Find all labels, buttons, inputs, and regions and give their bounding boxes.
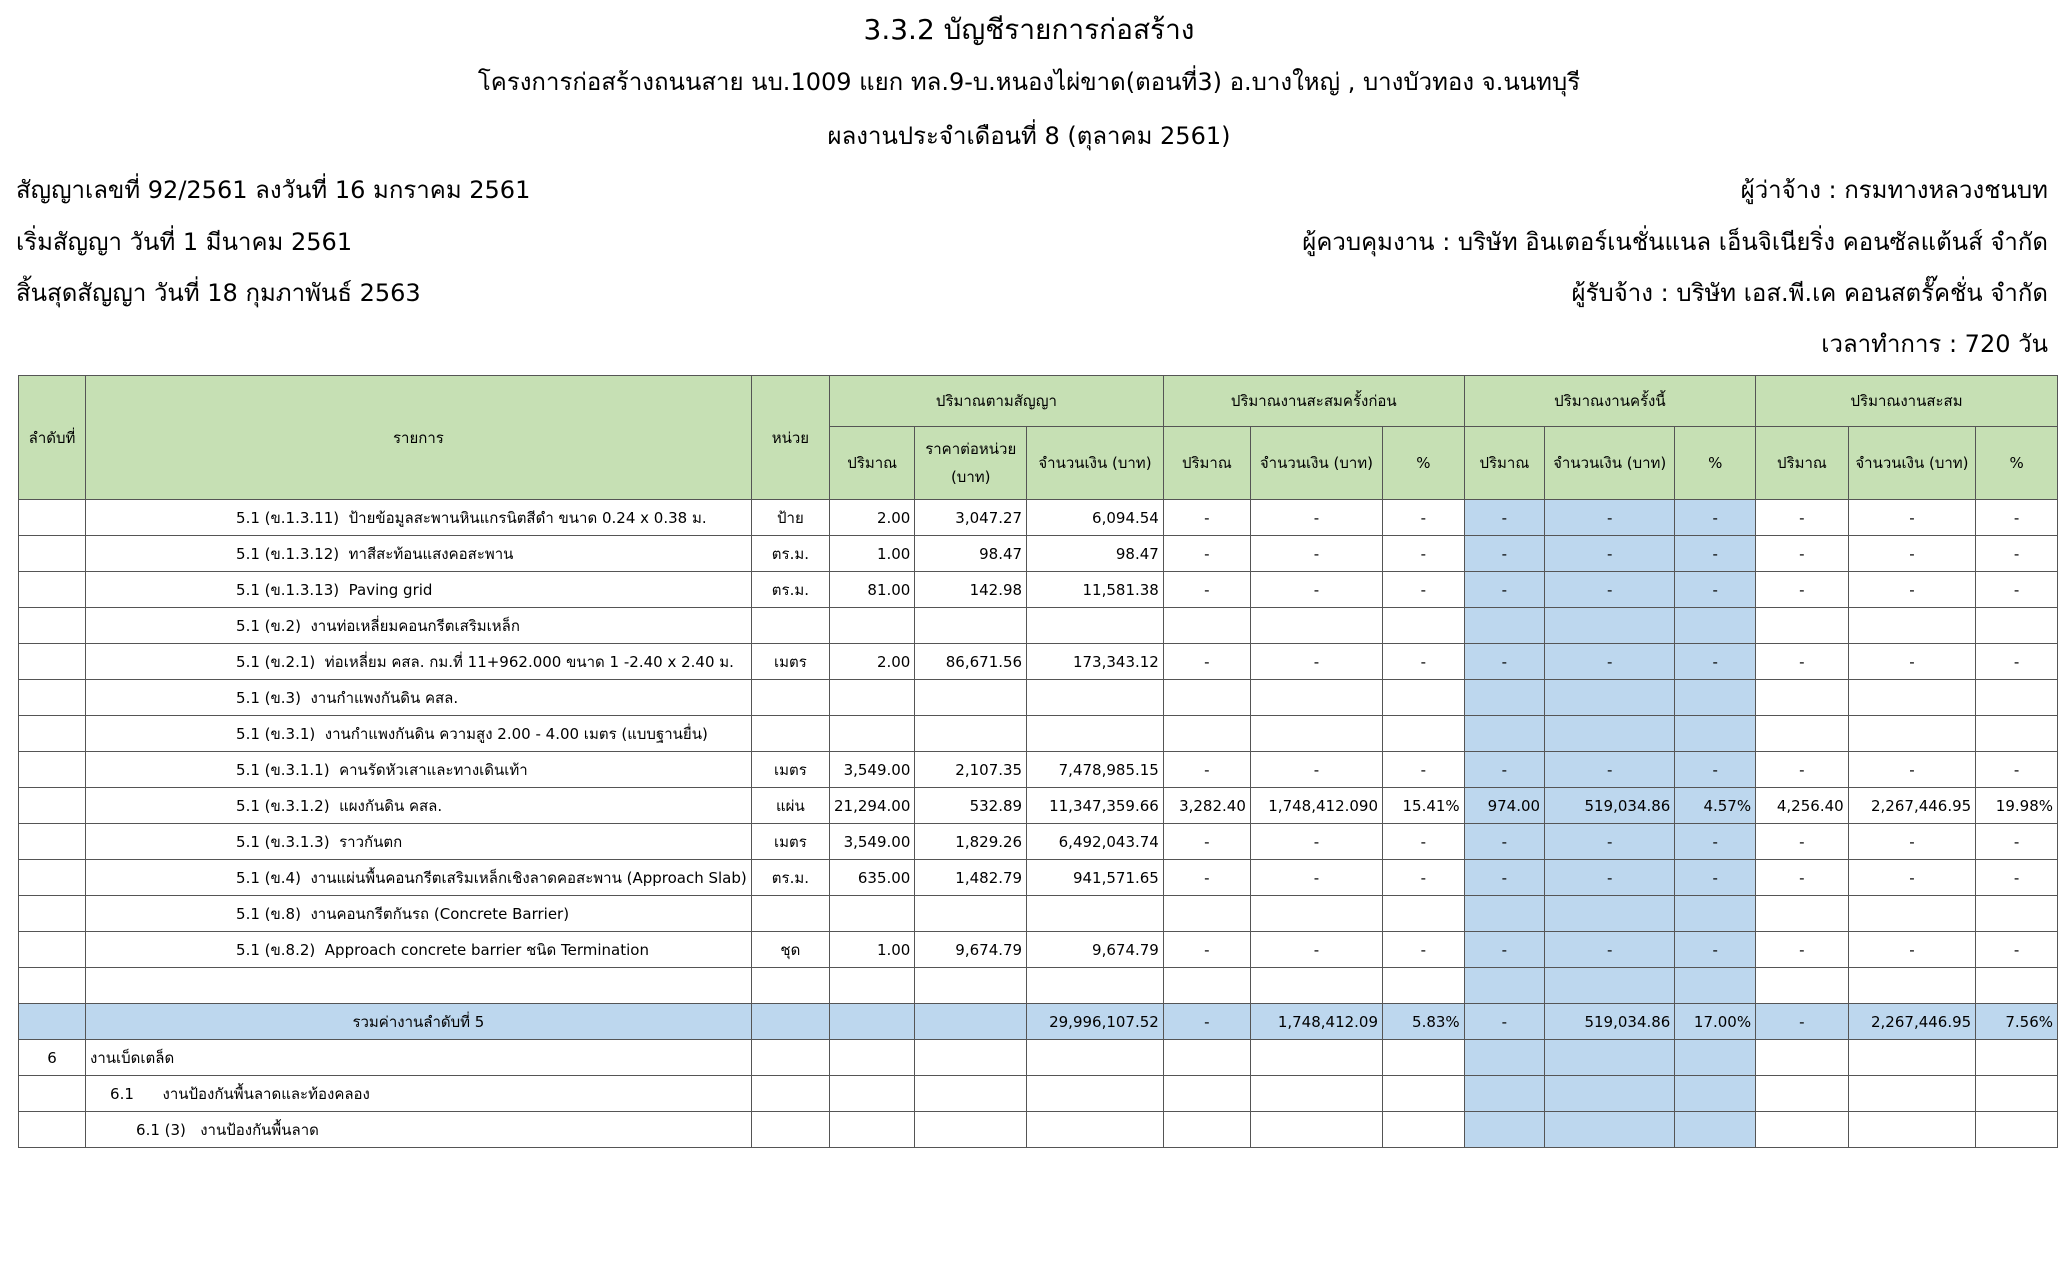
header-this-period-group: ปริมาณงานครั้งนี้	[1464, 376, 1755, 427]
cell-price: 142.98	[915, 572, 1027, 608]
cell-p-amt	[1250, 716, 1382, 752]
cell-amount: 98.47	[1027, 536, 1164, 572]
cell-amount	[1027, 608, 1164, 644]
table-row	[19, 752, 2058, 788]
cell-unit: เมตร	[751, 824, 829, 860]
header-pct: %	[1383, 427, 1465, 500]
section-6-1-row	[19, 1076, 2058, 1112]
header-amount: จำนวนเงิน (บาท)	[1545, 427, 1675, 500]
sub-code: 6.1	[110, 1084, 134, 1103]
header-unit: หน่วย	[751, 376, 829, 500]
total-this-pct: 17.00%	[1675, 1004, 1756, 1040]
cell-t-pct: -	[1675, 536, 1756, 572]
cell-p-pct: 15.41%	[1383, 788, 1465, 824]
cell-a-qty: -	[1756, 752, 1849, 788]
cell-a-pct: -	[1976, 644, 2058, 680]
cell-a-amt: -	[1848, 860, 1976, 896]
total-prev-qty: -	[1163, 1004, 1250, 1040]
cell-p-amt	[1250, 680, 1382, 716]
cell-a-qty: -	[1756, 860, 1849, 896]
cell-t-amt	[1545, 608, 1675, 644]
item-code: 5.1 (ข.3.1.3)	[236, 832, 330, 851]
cell-p-pct: -	[1383, 536, 1465, 572]
item-code: 5.1 (ข.3)	[236, 688, 301, 707]
cell-t-pct: -	[1675, 932, 1756, 968]
table-body	[19, 500, 2058, 1148]
total-this-amount: 519,034.86	[1545, 1004, 1675, 1040]
item-code: 5.1 (ข.8)	[236, 904, 301, 923]
cell-p-pct: -	[1383, 824, 1465, 860]
subsub-desc: งานป้องกันพื้นลาด	[200, 1120, 319, 1139]
item-code: 5.1 (ข.2.1)	[236, 652, 316, 671]
cell-price: 86,671.56	[915, 644, 1027, 680]
cell-amount: 9,674.79	[1027, 932, 1164, 968]
cell-p-qty	[1163, 716, 1250, 752]
cell-t-amt: -	[1545, 860, 1675, 896]
cell-t-pct	[1675, 680, 1756, 716]
table-row	[19, 644, 2058, 680]
total-accum-qty: -	[1756, 1004, 1849, 1040]
total-accum-amount: 2,267,446.95	[1848, 1004, 1976, 1040]
cell-a-pct: -	[1976, 752, 2058, 788]
cell-a-qty: -	[1756, 500, 1849, 536]
total-row	[19, 1004, 2058, 1040]
cell-unit: ป้าย	[751, 500, 829, 536]
item-code: 5.1 (ข.1.3.11)	[236, 508, 340, 527]
table-row	[19, 860, 2058, 896]
cell-t-pct: -	[1675, 752, 1756, 788]
cell-a-amt: -	[1848, 824, 1976, 860]
cell-qty: 3,549.00	[830, 824, 915, 860]
cell-p-amt	[1250, 608, 1382, 644]
header-pct: %	[1675, 427, 1756, 500]
cell-p-amt: -	[1250, 536, 1382, 572]
cell-t-pct: -	[1675, 824, 1756, 860]
cell-p-amt: -	[1250, 572, 1382, 608]
table-row	[19, 932, 2058, 968]
item-description: ราวกันตก	[339, 832, 403, 851]
cell-t-pct	[1675, 896, 1756, 932]
cell-amount: 941,571.65	[1027, 860, 1164, 896]
cell-p-amt: -	[1250, 860, 1382, 896]
cell-t-qty	[1464, 716, 1544, 752]
header-qty: ปริมาณ	[1756, 427, 1849, 500]
cell-a-qty: -	[1756, 536, 1849, 572]
item-description: Paving grid	[348, 580, 433, 599]
cell-p-amt: -	[1250, 932, 1382, 968]
cell-amount: 173,343.12	[1027, 644, 1164, 680]
cell-a-amt: -	[1848, 572, 1976, 608]
item-description: แผงกันดิน คสล.	[339, 796, 443, 815]
cell-amount: 7,478,985.15	[1027, 752, 1164, 788]
header-pct: %	[1976, 427, 2058, 500]
cell-amount	[1027, 896, 1164, 932]
cell-qty: 2.00	[830, 500, 915, 536]
total-amount: 29,996,107.52	[1027, 1004, 1164, 1040]
supervisor: ผู้ควบคุมงาน : บริษัท อินเตอร์เนชั่นแนล เอ็นจิเนียริ่ง คอนซัลแต้นส์ จำกัด	[1302, 228, 2048, 256]
cell-p-qty: -	[1163, 536, 1250, 572]
cell-unit: ตร.ม.	[751, 572, 829, 608]
cell-qty: 2.00	[830, 644, 915, 680]
cell-price: 9,674.79	[915, 932, 1027, 968]
contract-end: สิ้นสุดสัญญา วันที่ 18 กุมภาพันธ์ 2563	[16, 279, 421, 307]
cell-t-qty: -	[1464, 932, 1544, 968]
cell-price	[915, 680, 1027, 716]
contractor: ผู้รับจ้าง : บริษัท เอส.พี.เค คอนสตรั๊คชั่น จำกัด	[1571, 279, 2048, 307]
sub-desc: งานป้องกันพื้นลาดและท้องคลอง	[162, 1084, 370, 1103]
cell-t-amt: -	[1545, 536, 1675, 572]
cell-p-pct	[1383, 716, 1465, 752]
item-description: งานกำแพงกันดิน ความสูง 2.00 - 4.00 เมตร (แบบฐานยื่น)	[324, 724, 708, 743]
cell-amount	[1027, 716, 1164, 752]
cell-a-amt: -	[1848, 500, 1976, 536]
page-title: 3.3.2 บัญชีรายการก่อสร้าง	[863, 13, 1195, 46]
total-prev-pct: 5.83%	[1383, 1004, 1465, 1040]
cell-unit: เมตร	[751, 752, 829, 788]
cell-p-qty: -	[1163, 824, 1250, 860]
cell-p-qty: -	[1163, 500, 1250, 536]
cell-p-pct: -	[1383, 752, 1465, 788]
cell-p-amt: -	[1250, 824, 1382, 860]
cell-price	[915, 608, 1027, 644]
cell-p-pct: -	[1383, 860, 1465, 896]
cell-t-qty	[1464, 896, 1544, 932]
cell-a-pct: 19.98%	[1976, 788, 2058, 824]
cell-a-amt	[1848, 716, 1976, 752]
cell-t-qty: -	[1464, 500, 1544, 536]
cell-p-amt: -	[1250, 752, 1382, 788]
cell-a-amt	[1848, 896, 1976, 932]
cell-amount: 6,094.54	[1027, 500, 1164, 536]
item-code: 5.1 (ข.4)	[236, 868, 301, 887]
header-unit-price: ราคาต่อหน่วย (บาท)	[915, 427, 1027, 500]
cell-amount	[1027, 680, 1164, 716]
table-row	[19, 896, 2058, 932]
cell-unit: ตร.ม.	[751, 860, 829, 896]
cell-p-amt: -	[1250, 644, 1382, 680]
working-duration: เวลาทำการ : 720 วัน	[1821, 330, 2048, 358]
cell-p-qty: -	[1163, 644, 1250, 680]
cell-t-pct: 4.57%	[1675, 788, 1756, 824]
table-row	[19, 608, 2058, 644]
cell-p-qty: -	[1163, 752, 1250, 788]
cell-unit	[751, 896, 829, 932]
item-description: งานคอนกรีตกันรถ (Concrete Barrier)	[310, 904, 570, 923]
cell-t-qty: -	[1464, 752, 1544, 788]
contract-start: เริ่มสัญญา วันที่ 1 มีนาคม 2561	[16, 228, 353, 256]
cell-a-qty: -	[1756, 824, 1849, 860]
cell-qty: 635.00	[830, 860, 915, 896]
cell-unit	[751, 680, 829, 716]
cell-a-amt	[1848, 608, 1976, 644]
cell-a-pct	[1976, 608, 2058, 644]
cell-t-qty: -	[1464, 860, 1544, 896]
cell-a-pct: -	[1976, 932, 2058, 968]
cell-t-amt: 519,034.86	[1545, 788, 1675, 824]
section-6-row	[19, 1040, 2058, 1076]
cell-qty: 3,549.00	[830, 752, 915, 788]
cell-a-qty: -	[1756, 644, 1849, 680]
contract-number: สัญญาเลขที่ 92/2561 ลงวันที่ 16 มกราคม 2561	[16, 176, 531, 204]
cell-t-amt	[1545, 680, 1675, 716]
cell-p-amt	[1250, 896, 1382, 932]
cell-price	[915, 896, 1027, 932]
cell-p-qty	[1163, 608, 1250, 644]
cell-t-amt: -	[1545, 752, 1675, 788]
item-code: 5.1 (ข.2)	[236, 616, 301, 635]
cell-t-amt: -	[1545, 500, 1675, 536]
report-period: ผลงานประจำเดือนที่ 8 (ตุลาคม 2561)	[827, 122, 1231, 150]
spacer-row	[19, 968, 2058, 1004]
cell-p-qty: -	[1163, 932, 1250, 968]
cell-p-pct: -	[1383, 572, 1465, 608]
cell-qty	[830, 608, 915, 644]
item-description: งานท่อเหลี่ยมคอนกรีตเสริมเหล็ก	[310, 616, 520, 635]
header-qty: ปริมาณ	[1163, 427, 1250, 500]
cell-price: 3,047.27	[915, 500, 1027, 536]
cell-a-qty: 4,256.40	[1756, 788, 1849, 824]
employer: ผู้ว่าจ้าง : กรมทางหลวงชนบท	[1740, 176, 2048, 204]
cell-a-amt: -	[1848, 644, 1976, 680]
total-this-qty: -	[1464, 1004, 1544, 1040]
header-no: ลำดับที่	[19, 376, 86, 500]
cell-a-amt	[1848, 680, 1976, 716]
section-6-1-3-row	[19, 1112, 2058, 1148]
item-description: งานกำแพงกันดิน คสล.	[310, 688, 459, 707]
item-description: ทาสีสะท้อนแสงคอสะพาน	[348, 544, 514, 563]
cell-a-amt: -	[1848, 932, 1976, 968]
cell-qty: 21,294.00	[830, 788, 915, 824]
cell-a-pct: -	[1976, 824, 2058, 860]
cell-unit: เมตร	[751, 644, 829, 680]
cell-a-pct: -	[1976, 860, 2058, 896]
cell-p-amt: 1,748,412.090	[1250, 788, 1382, 824]
table-row	[19, 824, 2058, 860]
cell-a-pct	[1976, 680, 2058, 716]
cell-qty	[830, 716, 915, 752]
construction-item-table	[18, 375, 2058, 1148]
cell-t-amt: -	[1545, 644, 1675, 680]
cell-amount: 11,347,359.66	[1027, 788, 1164, 824]
cell-a-pct: -	[1976, 536, 2058, 572]
header-amount: จำนวนเงิน (บาท)	[1250, 427, 1382, 500]
section-title: งานเบ็ดเตล็ด	[86, 1040, 752, 1076]
cell-unit: ตร.ม.	[751, 536, 829, 572]
item-description: คานรัดหัวเสาและทางเดินเท้า	[339, 760, 528, 779]
header-amount: จำนวนเงิน (บาท)	[1027, 427, 1164, 500]
cell-t-amt: -	[1545, 824, 1675, 860]
cell-amount: 6,492,043.74	[1027, 824, 1164, 860]
cell-p-pct: -	[1383, 644, 1465, 680]
cell-p-amt: -	[1250, 500, 1382, 536]
item-code: 5.1 (ข.8.2)	[236, 940, 316, 959]
cell-p-pct	[1383, 608, 1465, 644]
cell-price: 1,482.79	[915, 860, 1027, 896]
cell-price: 532.89	[915, 788, 1027, 824]
cell-a-qty	[1756, 680, 1849, 716]
cell-a-qty: -	[1756, 932, 1849, 968]
cell-a-pct: -	[1976, 572, 2058, 608]
cell-t-qty: 974.00	[1464, 788, 1544, 824]
cell-t-pct	[1675, 716, 1756, 752]
item-description: งานแผ่นพื้นคอนกรีตเสริมเหล็กเชิงลาดคอสะพาน (Approach Slab)	[310, 868, 747, 887]
table-row	[19, 788, 2058, 824]
cell-price	[915, 716, 1027, 752]
cell-t-qty: -	[1464, 572, 1544, 608]
cell-p-pct	[1383, 896, 1465, 932]
cell-p-pct	[1383, 680, 1465, 716]
cell-t-pct: -	[1675, 644, 1756, 680]
cell-p-qty	[1163, 680, 1250, 716]
project-name: โครงการก่อสร้างถนนสาย นบ.1009 แยก ทล.9-บ.หนองไผ่ขาด(ตอนที่3) อ.บางใหญ่ , บางบัวทอง จ.นนทบุรี	[477, 68, 1581, 96]
cell-qty	[830, 680, 915, 716]
cell-t-pct: -	[1675, 500, 1756, 536]
cell-qty	[830, 896, 915, 932]
cell-t-pct: -	[1675, 860, 1756, 896]
cell-price: 2,107.35	[915, 752, 1027, 788]
cell-a-amt: -	[1848, 752, 1976, 788]
item-description: Approach concrete barrier ชนิด Termination	[324, 940, 649, 959]
cell-p-qty: -	[1163, 572, 1250, 608]
cell-p-pct: -	[1383, 500, 1465, 536]
table-row	[19, 716, 2058, 752]
cell-unit: ชุด	[751, 932, 829, 968]
cell-t-amt: -	[1545, 572, 1675, 608]
total-prev-amount: 1,748,412.09	[1250, 1004, 1382, 1040]
subsub-code: 6.1 (3)	[136, 1120, 186, 1139]
cell-unit: แผ่น	[751, 788, 829, 824]
cell-p-pct: -	[1383, 932, 1465, 968]
total-accum-pct: 7.56%	[1976, 1004, 2058, 1040]
cell-a-qty	[1756, 896, 1849, 932]
cell-t-qty: -	[1464, 644, 1544, 680]
header-contract-group: ปริมาณตามสัญญา	[830, 376, 1164, 427]
header-accumulated-group: ปริมาณงานสะสม	[1756, 376, 2058, 427]
cell-t-qty	[1464, 680, 1544, 716]
cell-t-amt: -	[1545, 932, 1675, 968]
cell-unit	[751, 716, 829, 752]
cell-amount: 11,581.38	[1027, 572, 1164, 608]
table-row	[19, 536, 2058, 572]
cell-a-amt: -	[1848, 536, 1976, 572]
header-amount: จำนวนเงิน (บาท)	[1848, 427, 1976, 500]
cell-qty: 81.00	[830, 572, 915, 608]
cell-a-amt: 2,267,446.95	[1848, 788, 1976, 824]
total-label: รวมค่างานลำดับที่ 5	[86, 1004, 752, 1040]
cell-a-pct	[1976, 716, 2058, 752]
cell-t-qty: -	[1464, 824, 1544, 860]
cell-a-pct: -	[1976, 500, 2058, 536]
item-code: 5.1 (ข.1.3.12)	[236, 544, 340, 563]
cell-price: 98.47	[915, 536, 1027, 572]
cell-t-amt	[1545, 716, 1675, 752]
cell-a-qty	[1756, 716, 1849, 752]
cell-p-qty: 3,282.40	[1163, 788, 1250, 824]
item-code: 5.1 (ข.3.1.2)	[236, 796, 330, 815]
cell-t-qty: -	[1464, 536, 1544, 572]
cell-t-pct: -	[1675, 572, 1756, 608]
cell-p-qty: -	[1163, 860, 1250, 896]
item-code: 5.1 (ข.1.3.13)	[236, 580, 340, 599]
cell-t-amt	[1545, 896, 1675, 932]
cell-a-pct	[1976, 896, 2058, 932]
cell-qty: 1.00	[830, 932, 915, 968]
header-qty: ปริมาณ	[830, 427, 915, 500]
header-previous-group: ปริมาณงานสะสมครั้งก่อน	[1163, 376, 1464, 427]
cell-t-pct	[1675, 608, 1756, 644]
cell-qty: 1.00	[830, 536, 915, 572]
item-description: ท่อเหลี่ยม คสล. กม.ที่ 11+962.000 ขนาด 1 -2.40 x 2.40 ม.	[324, 652, 734, 671]
section-no: 6	[19, 1040, 86, 1076]
cell-a-qty	[1756, 608, 1849, 644]
table-row	[19, 500, 2058, 536]
item-description: ป้ายข้อมูลสะพานหินแกรนิตสีดำ ขนาด 0.24 x 0.38 ม.	[348, 508, 707, 527]
table-row	[19, 680, 2058, 716]
item-code: 5.1 (ข.3.1)	[236, 724, 316, 743]
cell-a-qty: -	[1756, 572, 1849, 608]
header-item: รายการ	[86, 376, 752, 500]
header-qty: ปริมาณ	[1464, 427, 1544, 500]
cell-price: 1,829.26	[915, 824, 1027, 860]
cell-unit	[751, 608, 829, 644]
cell-t-qty	[1464, 608, 1544, 644]
cell-p-qty	[1163, 896, 1250, 932]
item-code: 5.1 (ข.3.1.1)	[236, 760, 330, 779]
table-row	[19, 572, 2058, 608]
